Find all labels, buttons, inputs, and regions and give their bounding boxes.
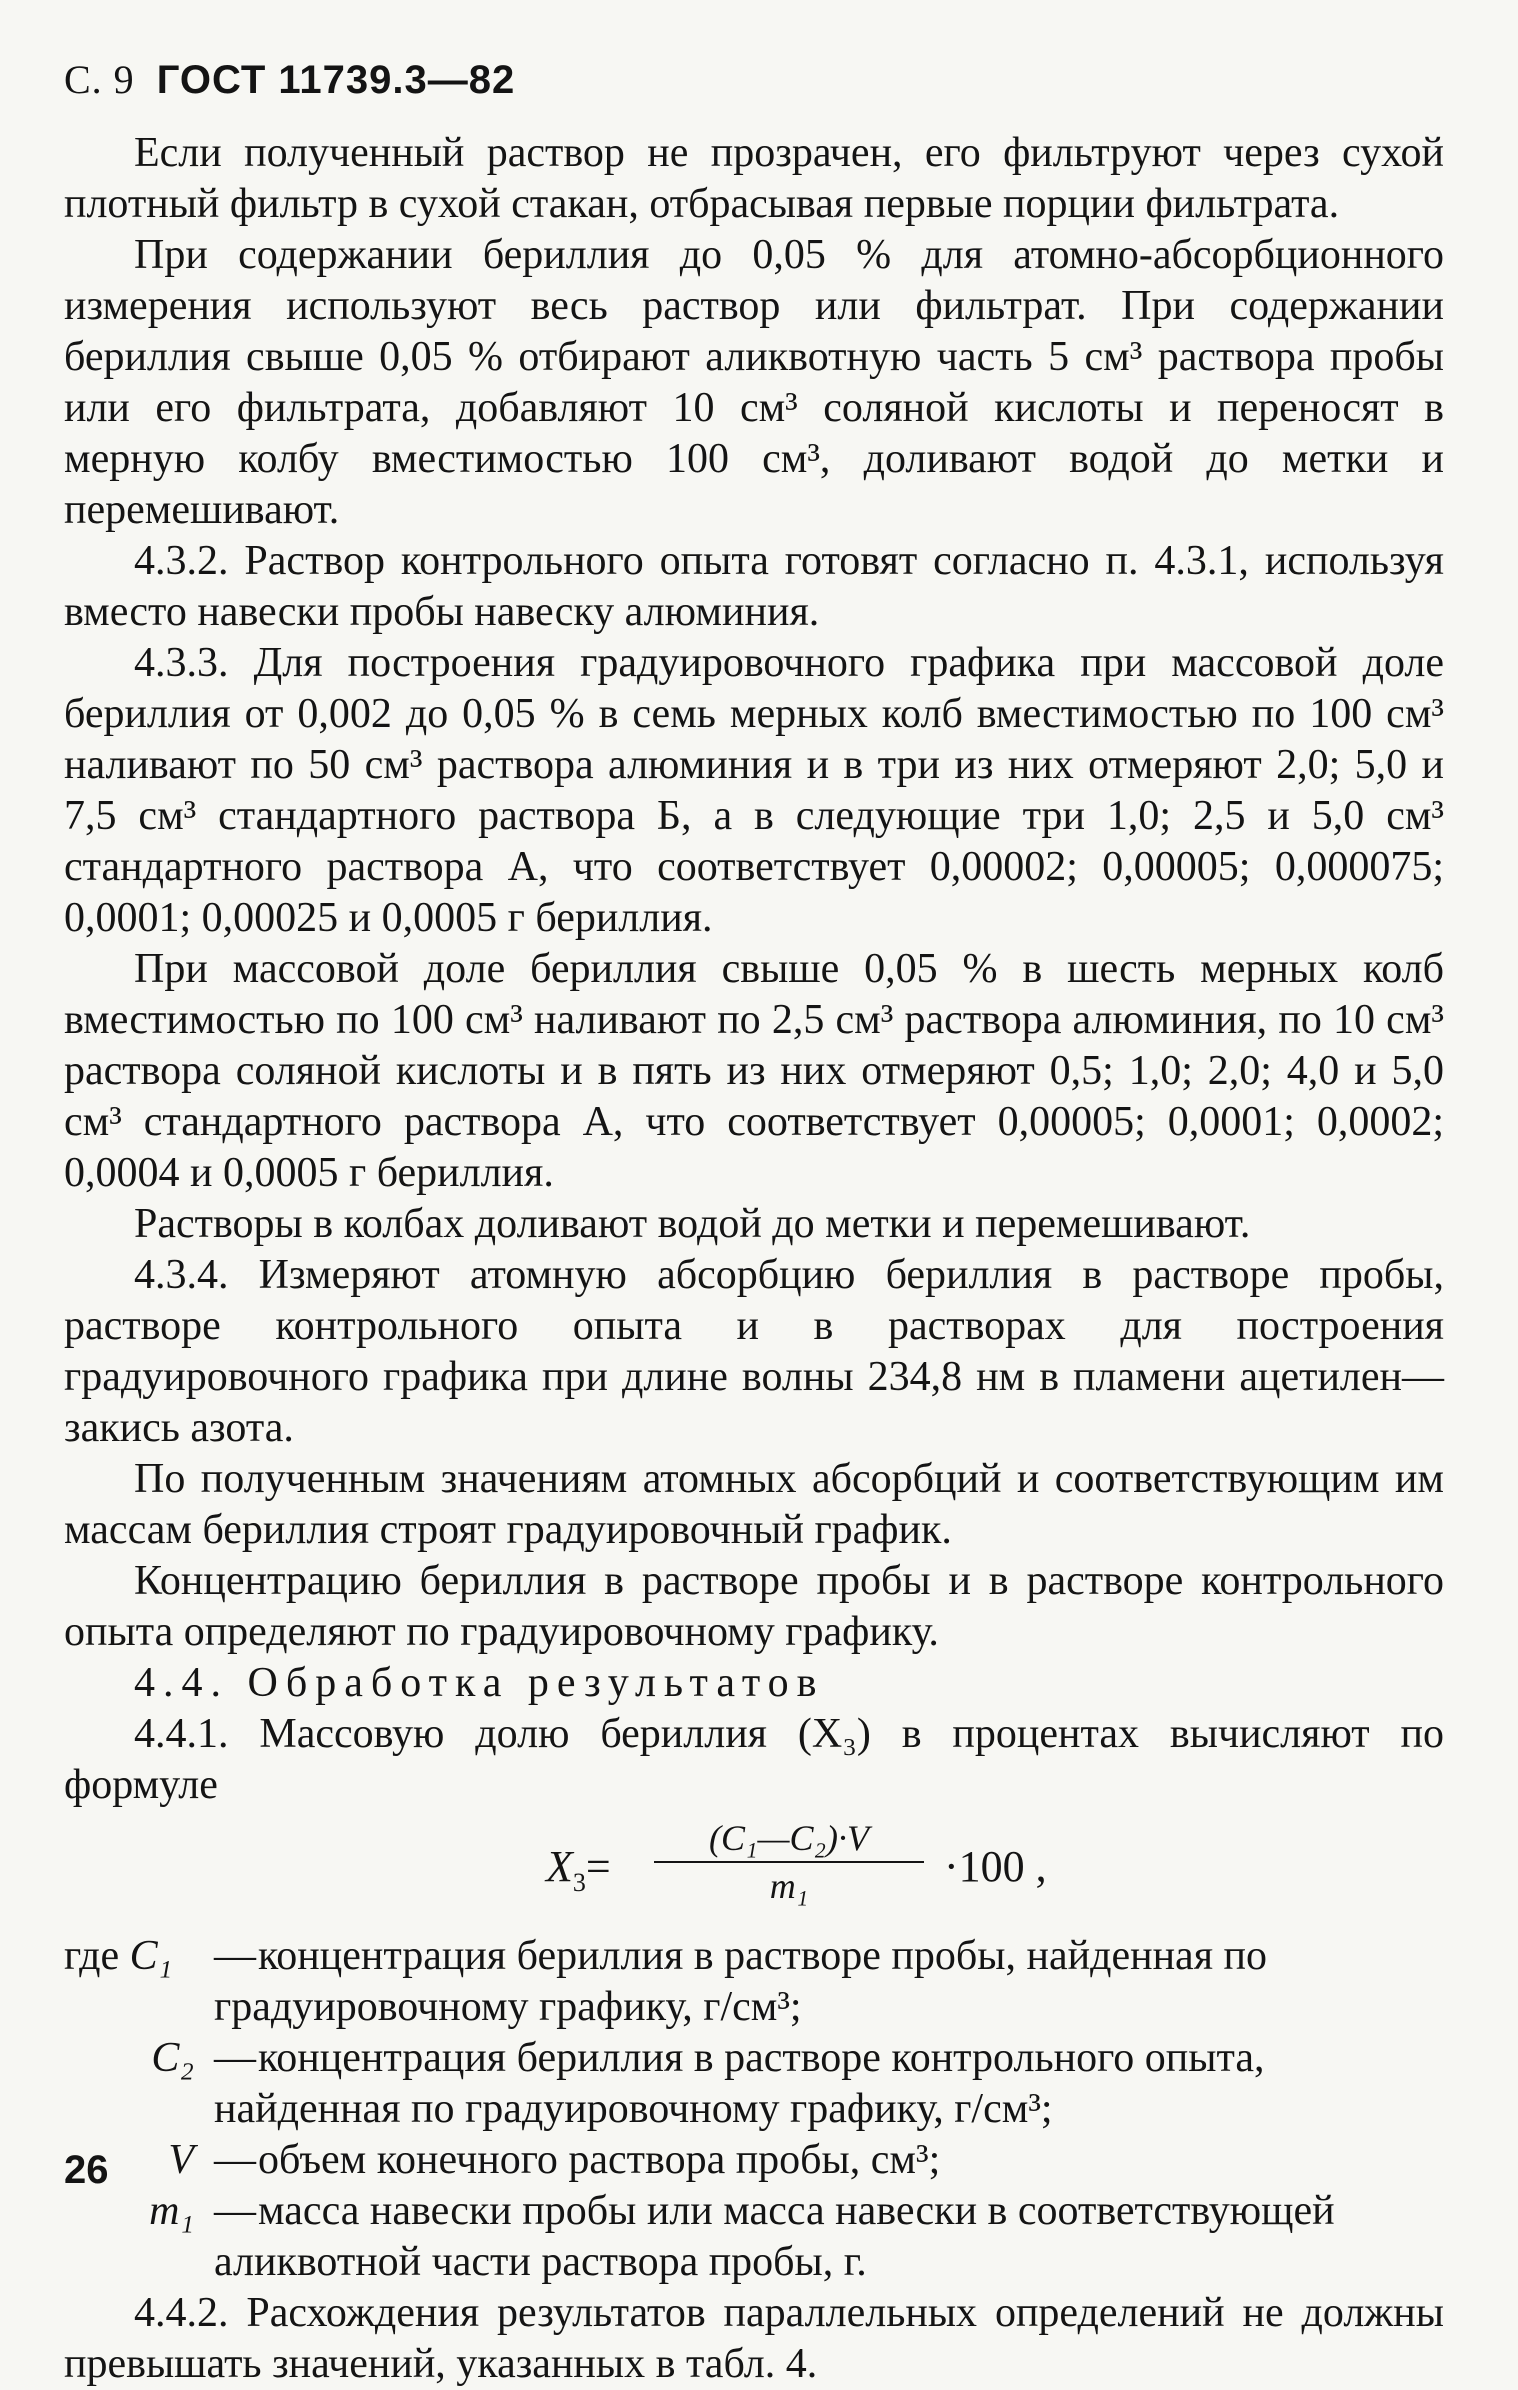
paragraph-beryllium-content: При содержании бериллия до 0,05 % для атомно-абсорбционного измерения используют весь раствор или фильтрат. При содержании бериллия свыше 0,05 % отбирают аликвотную часть 5 см³ раствора пробы или его фильтрата, добавляют 10 см³ соляной кислоты и переносят в мерную колбу вместимостью 100 см³, доливают водой до метки и перемешивают.: [64, 232, 1444, 533]
definition-item: V —объем конечного раствора пробы, см³;: [64, 2135, 1444, 2186]
formula-denominator: m₁: [769, 1866, 809, 1906]
paragraph-4-3-4: 4.3.4. Измеряют атомную абсорбцию бериллия в растворе пробы, растворе контрольного опыта и в растворах для построения градуировочного графика при длине волны 234,8 нм в пламени ацетилен—закись азота.: [64, 1252, 1444, 1451]
formula-lhs: $X_3=$: [546, 1842, 611, 1897]
definition-text: объем конечного раствора пробы, см³;: [258, 2137, 941, 2183]
paragraph-concentration: Концентрацию бериллия в растворе пробы и в растворе контрольного опыта определяют по градуировочному графику.: [64, 1558, 1444, 1655]
definition-symbol: где C₁: [64, 1933, 173, 1979]
definition-item: C₂ —концентрация бериллия в растворе контрольного опыта, найденная по градуировочному графику, г/см³;: [64, 2033, 1444, 2135]
section-heading-4-4: 4.4. Обработка результатов: [134, 1660, 825, 1706]
definition-symbol: V: [168, 2137, 194, 2183]
paragraph-4-4-1: 4.4.1. Массовую долю бериллия (X₃) в процентах вычисляют по формуле: [64, 1711, 1444, 1808]
definition-text: концентрация бериллия в растворе контрольного опыта, найденная по градуировочному графику, г/см³;: [214, 2035, 1265, 2132]
mass-fraction-formula: [64, 1811, 1444, 1931]
paragraph-4-4-2: 4.4.2. Расхождения результатов параллельных определений не должны превышать значений, указанных в табл. 4.: [64, 2290, 1444, 2387]
paragraph-4-3-3: 4.3.3. Для построения градуировочного графика при массовой доле бериллия от 0,002 до 0,05 % в семь мерных колб вместимостью по 100 см³ наливают по 50 см³ раствора алюминия и в три из них отмеряют 2,0; 5,0 и 7,5 см³ стандартного раствора Б, а в следующие три 1,0; 2,5 и 5,0 см³ стандартного раствора А, что соответствует 0,00002; 0,00005; 0,000075; 0,0001; 0,00025 и 0,0005 г бериллия.: [64, 640, 1444, 941]
paragraph-flasks: Растворы в колбах доливают водой до метки и перемешивают.: [134, 1201, 1251, 1247]
formula-fraction: [654, 1817, 924, 1907]
formula-rhs: ·100 ,: [944, 1842, 1047, 1891]
standard-code: ГОСТ 11739.3—82: [156, 58, 516, 102]
definition-item: где C₁ —концентрация бериллия в растворе пробы, найденная по градуировочному графику, г/см³;: [64, 1931, 1444, 2033]
formula-numerator: (C₁—C₂)·V: [654, 1817, 924, 1863]
paragraph-high-beryllium: При массовой доле бериллия свыше 0,05 % в шесть мерных колб вместимостью по 100 см³ наливают по 2,5 см³ раствора алюминия, по 10 см³ раствора соляной кислоты и в пять из них отмеряют 0,5; 1,0; 2,0; 4,0 и 5,0 см³ стандартного раствора А, что соответствует 0,00005; 0,0001; 0,0002; 0,0004 и 0,0005 г бериллия.: [64, 946, 1444, 1196]
definition-item: m₁ —масса навески пробы или масса навески в соответствующей аликвотной части раствора пробы, г.: [64, 2186, 1444, 2288]
page-number: 26: [64, 2148, 109, 2192]
paragraph-calibration-graph: По полученным значениям атомных абсорбций и соответствующим им массам бериллия строят градуировочный график.: [64, 1456, 1444, 1553]
definition-text: масса навески пробы или масса навески в соответствующей аликвотной части раствора пробы, г.: [214, 2188, 1335, 2285]
document-page: [64, 50, 1444, 2390]
definitions-list: [64, 1931, 1444, 2288]
definition-symbol: m₁: [149, 2188, 194, 2234]
page-header: [64, 50, 1444, 110]
paragraph-filtering: Если полученный раствор не прозрачен, его фильтруют через сухой плотный фильтр в сухой стакан, отбрасывая первые порции фильтрата.: [64, 130, 1444, 227]
definition-text: концентрация бериллия в растворе пробы, найденная по градуировочному графику, г/см³;: [214, 1933, 1267, 2030]
page-label: С. 9: [64, 57, 135, 102]
paragraph-4-3-2: 4.3.2. Раствор контрольного опыта готовят согласно п. 4.3.1, используя вместо навески пробы навеску алюминия.: [64, 538, 1444, 635]
definition-symbol: C₂: [151, 2035, 194, 2081]
